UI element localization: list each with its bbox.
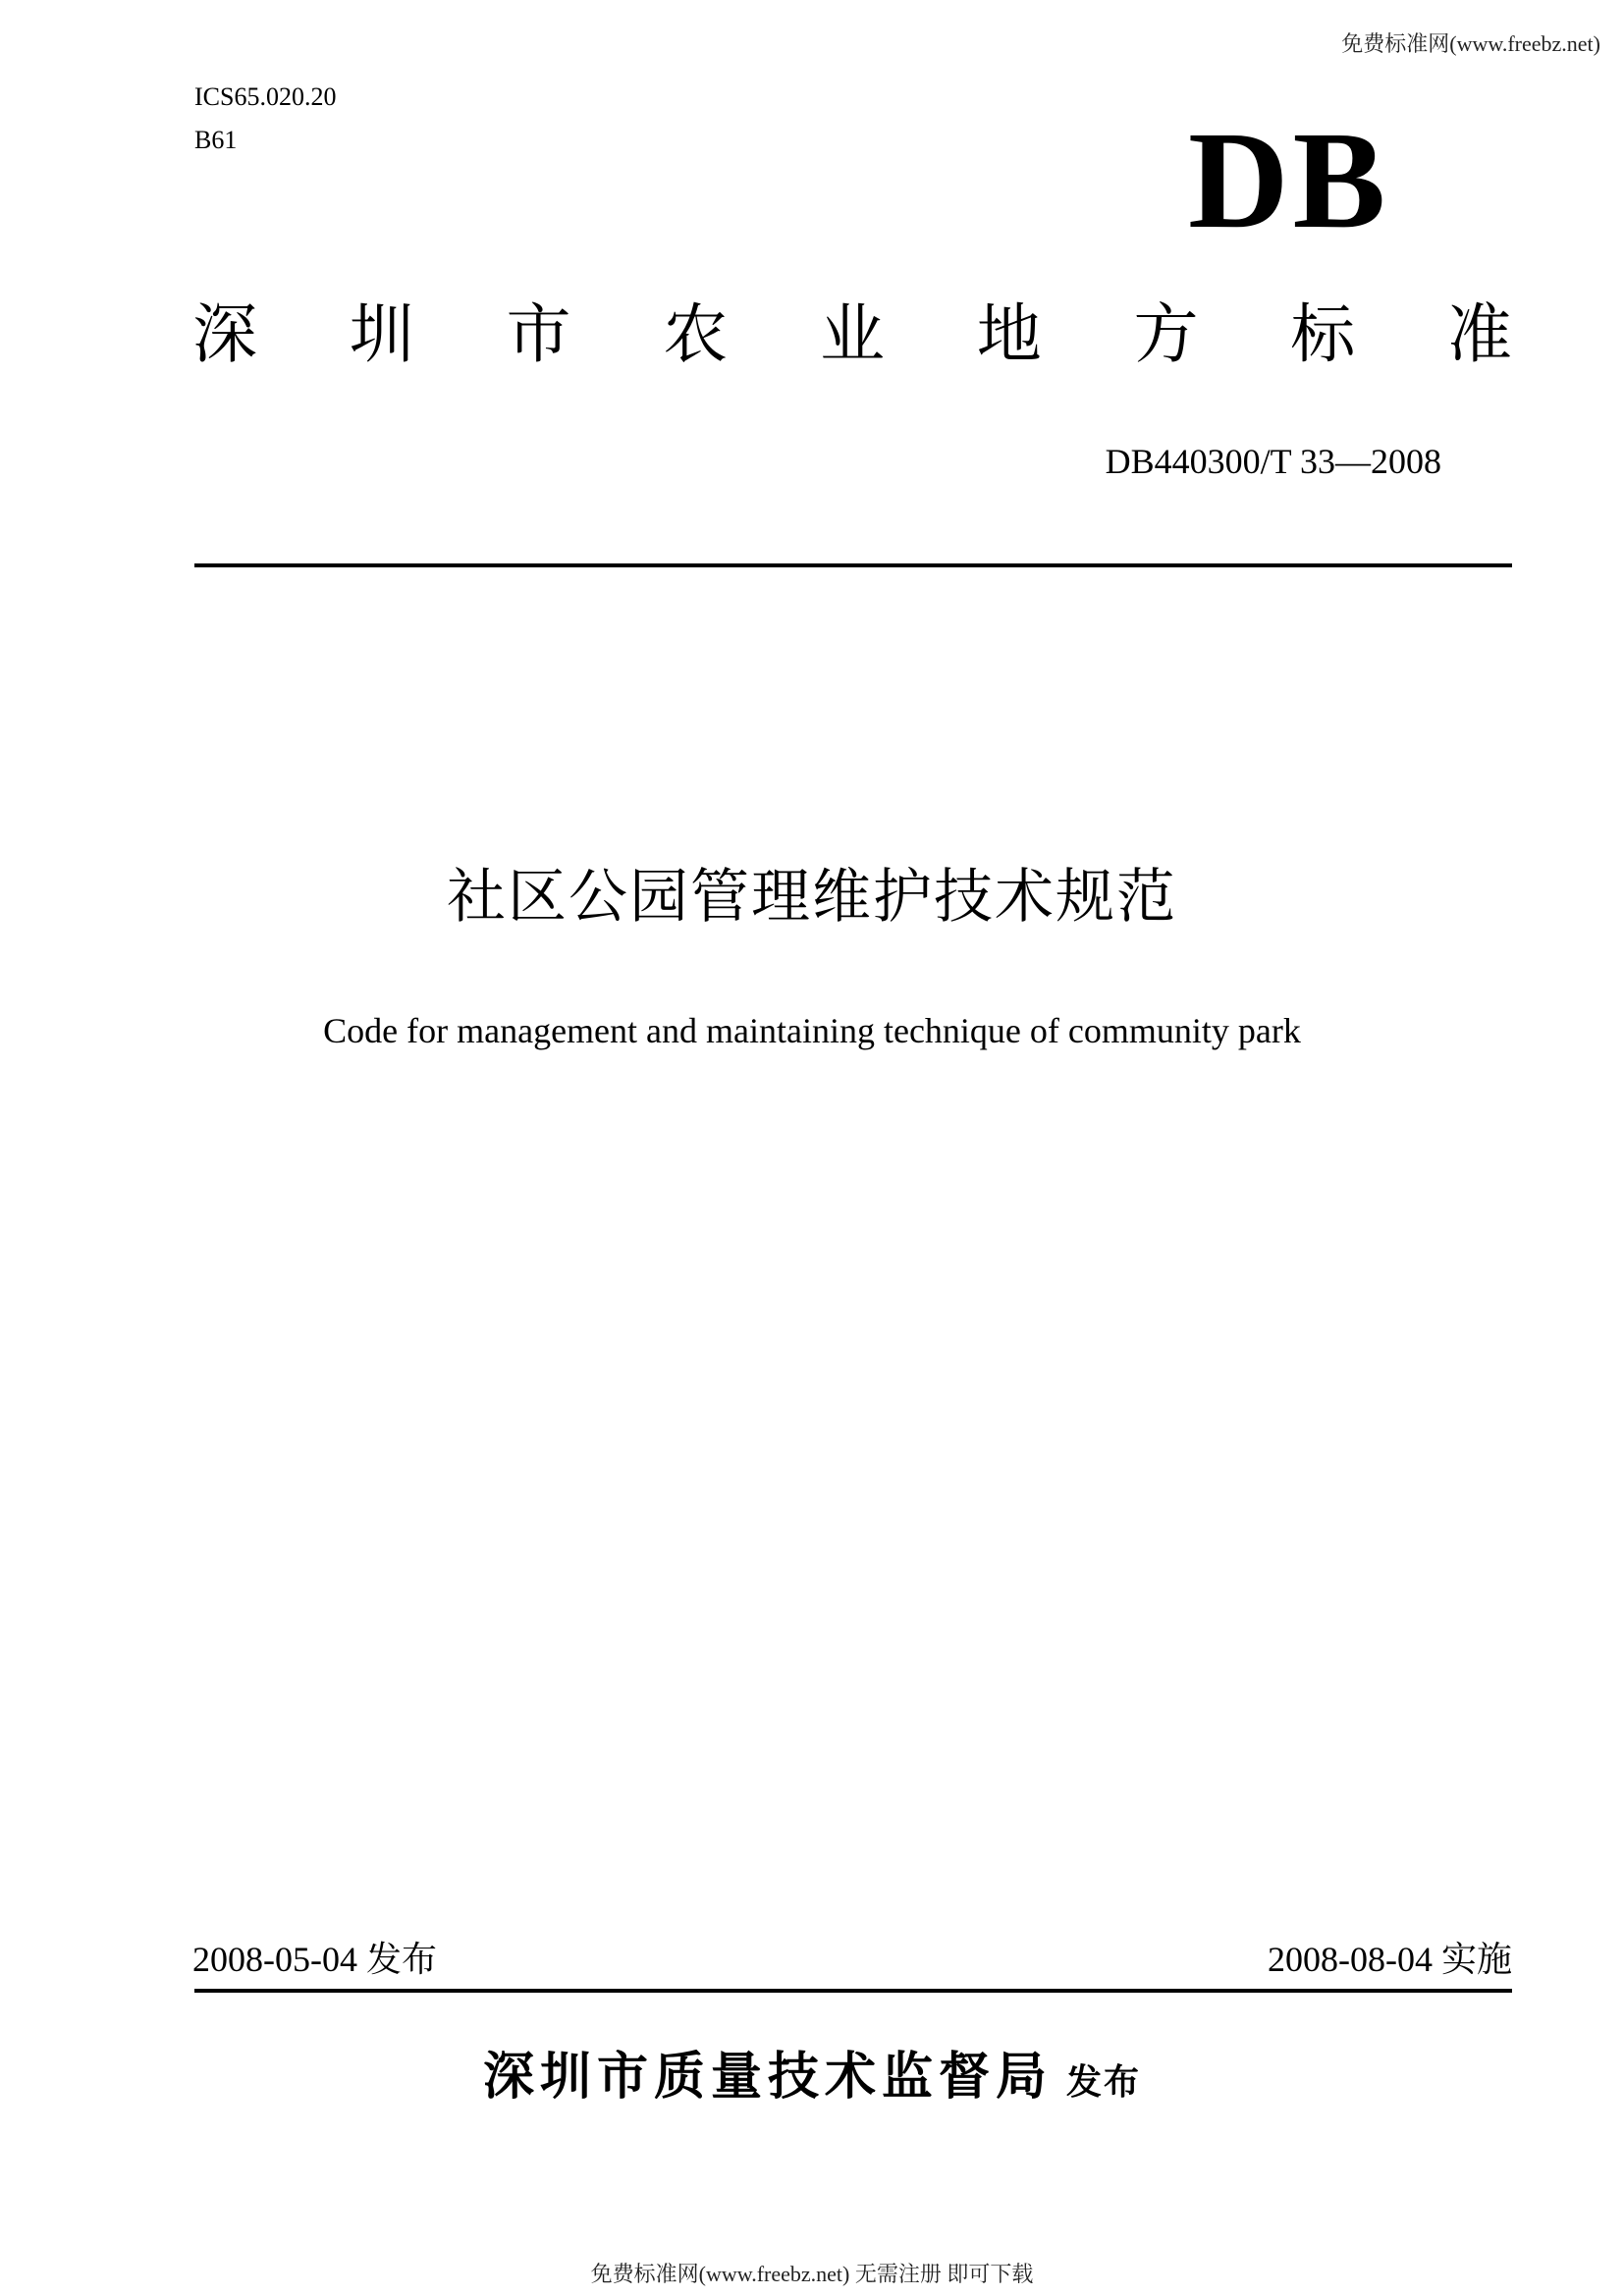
standard-type-char: 圳 (349, 296, 414, 372)
standard-type-char: 准 (1447, 296, 1512, 372)
implementation-date: 2008-08-04 实施 (1268, 1940, 1512, 1979)
document-title-en: Code for management and maintaining technique of community park (323, 1011, 1301, 1050)
standard-type-char: 农 (663, 296, 729, 372)
db-mark: DB (1188, 102, 1390, 257)
standard-type-char: 地 (976, 296, 1042, 372)
top-divider (194, 563, 1512, 567)
ics-code: ICS65.020.20 (194, 82, 337, 111)
standard-type-heading (192, 296, 1512, 372)
classification-code: B61 (194, 126, 238, 154)
issuer-line (0, 2048, 1624, 2107)
watermark-top: 免费标准网(www.freebz.net) (1341, 31, 1600, 56)
standard-type-char: 深 (192, 296, 257, 372)
issuer-suffix: 发布 (1066, 2062, 1142, 2103)
bottom-divider (194, 1989, 1512, 1993)
document-title-cn: 社区公园管理维护技术规范 (447, 863, 1177, 932)
standard-type-char: 市 (506, 296, 571, 372)
watermark-bottom: 免费标准网(www.freebz.net) 无需注册 即可下载 (590, 2262, 1034, 2286)
issue-date: 2008-05-04 发布 (192, 1940, 437, 1979)
standard-number: DB440300/T 33—2008 (1105, 442, 1441, 481)
standard-type-char: 方 (1133, 296, 1199, 372)
standard-type-char: 标 (1290, 296, 1356, 372)
standard-type-char: 业 (820, 296, 885, 372)
issuer-name: 深圳市质量技术监督局 (482, 2048, 1053, 2107)
